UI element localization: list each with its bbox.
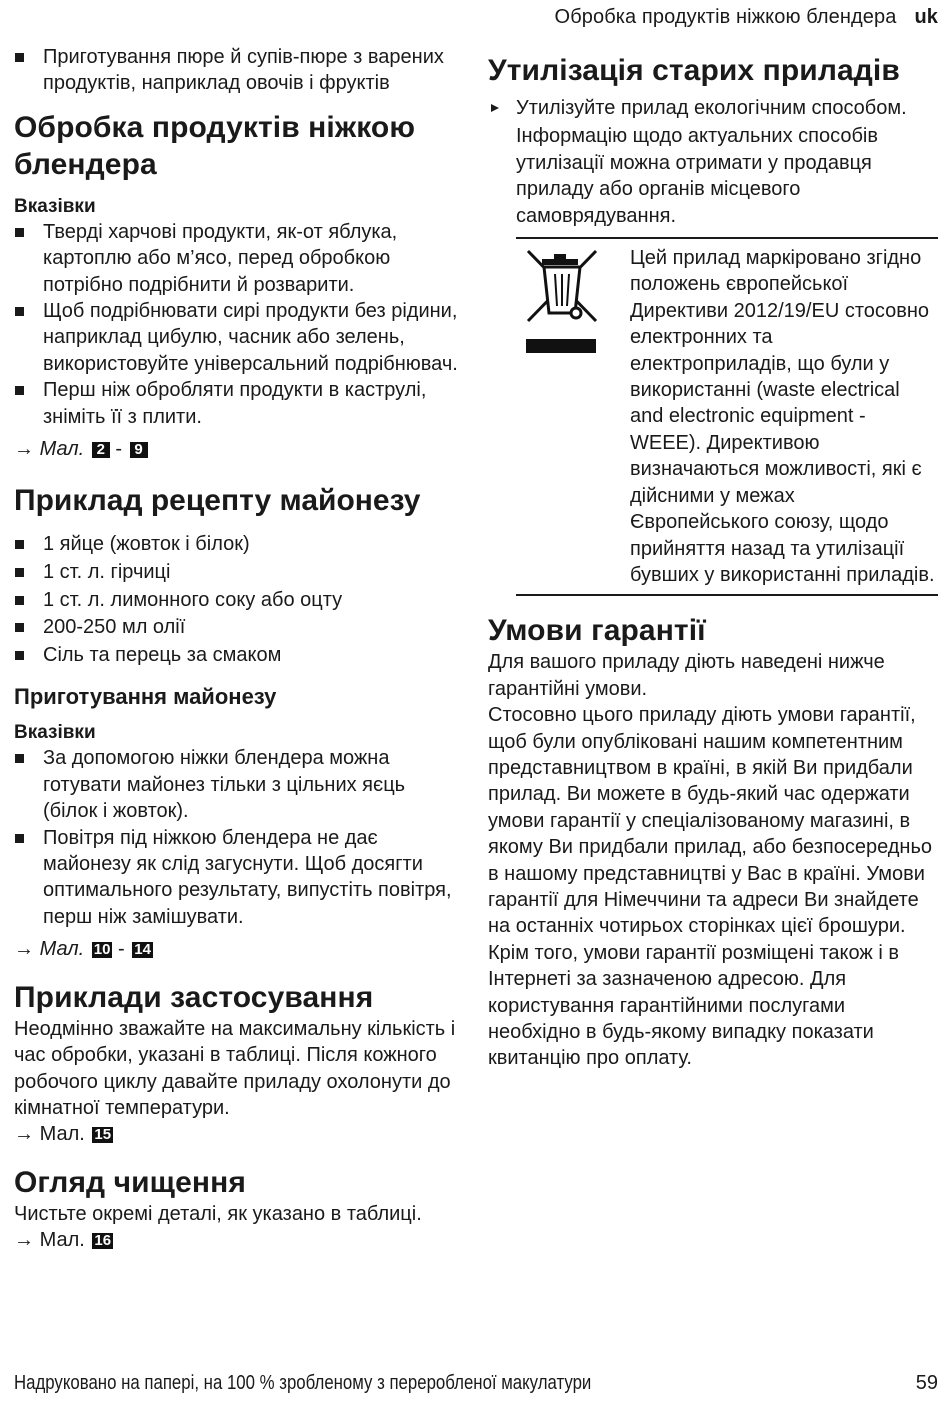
subsection-heading-mayonnaise: Приготування майонезу (14, 684, 277, 710)
list-item: Тверді харчові продукти, як-от яблука, картоплю або м’ясо, перед обробкою потрібно подрібнити й розварити. (14, 219, 462, 298)
action-step: Утилізуйте прилад екологічним способом. (488, 95, 938, 121)
list-item: 1 яйце (жовток і білок) (14, 531, 462, 559)
paragraph: Для вашого приладу діють наведені нижче гарантійні умови. (488, 651, 885, 700)
range-dash: - (118, 938, 125, 961)
figure-number-badge: 15 (94, 1126, 112, 1144)
notes-label: Вказівки (14, 195, 96, 217)
language-code: uk (914, 6, 938, 28)
figure-ref-label: Мал. (39, 1229, 85, 1252)
figure-ref-label: Мал. (39, 438, 85, 461)
figure-number-badge: 10 (93, 941, 111, 959)
figure-number-badge: 9 (130, 442, 148, 458)
list-item: 1 ст. л. гірчиці (14, 559, 462, 587)
right-column (488, 52, 938, 1072)
weee-text: Цей прилад маркіровано згідно положень європейської Директиви 2012/19/EU стосовно електронних та електроприладів, що були у використанні (waste electrical and electronic equipment - WEEE). Директивою визначаються можливості, які є дійсними у межах Європейського союзу, щодо прийняття назад та утилізації бувших у використанні приладів. (630, 247, 935, 586)
notes-label: Вказівки (14, 722, 96, 744)
figure-number-badge: 2 (92, 442, 110, 458)
page-number: 59 (915, 1372, 938, 1394)
list-item: Щоб подрібнювати сирі продукти без рідини, наприклад цибулю, часник або зелень, використовуйте універсальний подрібнювач. (14, 298, 462, 377)
list-item: Повітря під ніжкою блендера не дає майонезу як слід загуснути. Щоб досягти оптимального результату, випустіть повітря, перш ніж замішувати. (14, 825, 462, 931)
section-heading-cleaning: Огляд чищення (14, 1165, 246, 1199)
figure-reference (14, 936, 462, 962)
figure-reference (14, 1227, 462, 1253)
section-heading-disposal: Утилізація старих приладів (488, 54, 900, 87)
running-header (555, 6, 938, 29)
list-item: За допомогою ніжки блендера можна готувати майонез тільки з цільних яєць (білок і жовток). (14, 745, 462, 824)
heading-line: Обробка продуктів ніжкою (14, 110, 416, 144)
arrow-icon: → (14, 1123, 34, 1146)
figure-number-badge: 16 (94, 1232, 112, 1250)
arrow-icon: → (14, 1229, 34, 1252)
arrow-icon: → (14, 438, 34, 461)
range-dash: - (115, 438, 122, 461)
figure-ref-label: Мал. (39, 1123, 85, 1146)
header-title: Обробка продуктів ніжкою блендера (554, 6, 897, 28)
section-heading-blender-processing (14, 109, 462, 183)
figure-reference (14, 436, 462, 462)
left-column (14, 44, 462, 1254)
intro-bullet: Приготування пюре й супів-пюре з варених продуктів, наприклад овочів і фруктів (14, 44, 462, 97)
ingredient-list (14, 531, 462, 669)
list-item: 200-250 мл олії (14, 614, 462, 642)
section-heading-warranty: Умови гарантії (488, 614, 706, 648)
section-heading-usage-examples: Приклади застосування (14, 980, 374, 1014)
paragraph: Інформацію щодо актуальних способів утилізації можна отримати у продавця приладу або органів місцевого самоврядування. (516, 125, 878, 227)
figure-number-badge: 14 (134, 941, 151, 959)
paragraph: Чистьте окремі деталі, як указано в таблиці. (14, 1202, 422, 1225)
crossed-out-wheelie-bin-icon (524, 247, 600, 357)
weee-notice (516, 237, 938, 596)
figure-ref-label: Мал. (39, 938, 85, 961)
paragraph: Неодмінно зважайте на максимальну кількість і час обробки, указані в таблиці. Після кожного робочого циклу давайте приладу охолонути до кімнатної температури. (14, 1017, 456, 1119)
heading-line: блендера (14, 147, 157, 181)
list-item: 1 ст. л. лимонного соку або оцту (14, 587, 462, 615)
paragraph: Стосовно цього приладу діють умови гарантії, щоб були опубліковані нашим компетентним представництвом в країні, в якій Ви придбали прилад. Ви можете в будь-який час одержати умови гарантії у спеціалізованому магазині, в якому Ви придбали прилад, або безпосередньо в нашому представництві у Вас в країні. Умови гарантії для Німеччини та адреси Ви знайдете на останніх чотирьох сторінках цієї брошури. Крім того, умови гарантії розміщені також і в Інтернеті за зазначеною адресою. Для користування гарантійними послугами необхідно в будь-якому випадку показати квитанцію про оплату. (488, 704, 933, 1070)
list-item: Сіль та перець за смаком (14, 642, 462, 670)
list-item: Перш ніж обробляти продукти в каструлі, зніміть її з плити. (14, 377, 462, 430)
section-heading-recipe: Приклад рецепту майонезу (14, 484, 421, 518)
arrow-icon: → (14, 938, 34, 961)
footer-note: Надруковано на папері, на 100 % зробленому з переробленої макулатури (14, 1372, 592, 1394)
figure-reference (14, 1121, 462, 1147)
